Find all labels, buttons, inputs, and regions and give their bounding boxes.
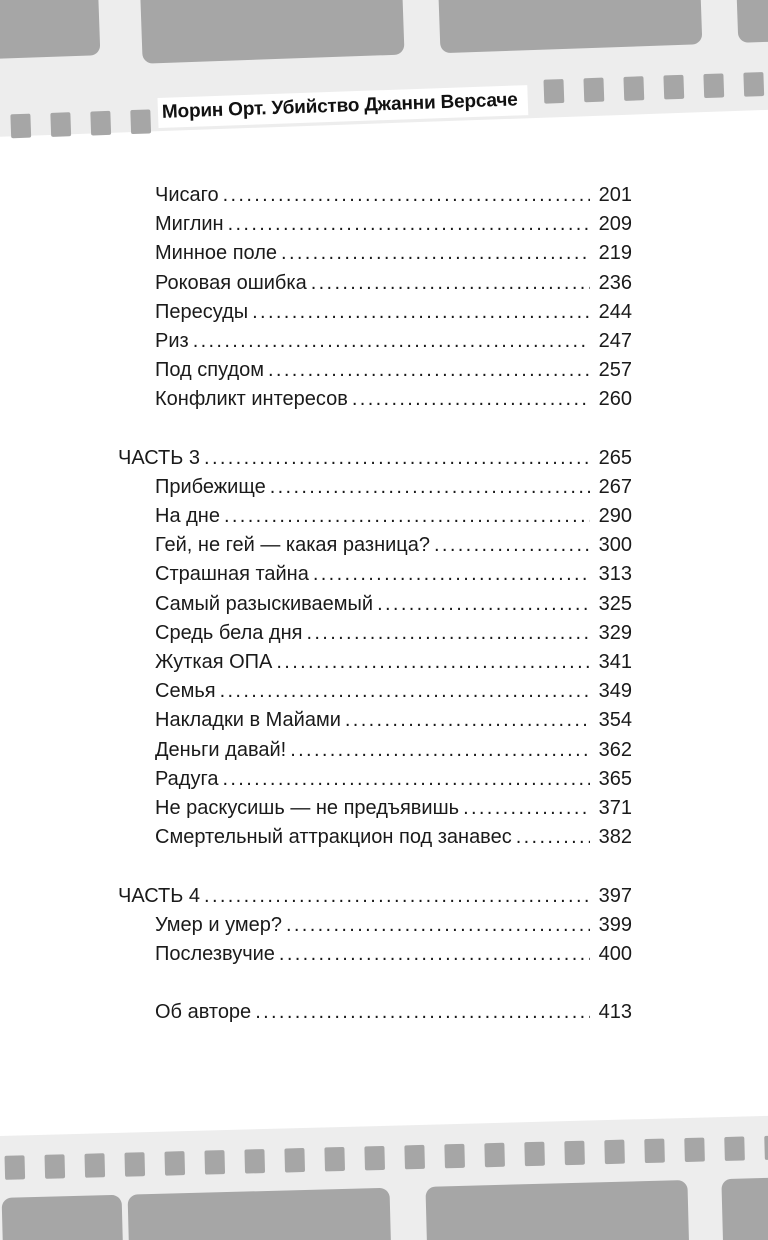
toc-entry-title: Послезвучие: [155, 942, 275, 965]
film-perforation: [743, 72, 764, 97]
toc-entry: [118, 473, 632, 502]
film-perforation: [124, 1152, 145, 1177]
film-perforation: [204, 1150, 225, 1175]
film-perforation: [604, 1140, 625, 1165]
toc-page-number: 400: [598, 942, 632, 965]
film-frame: [128, 1188, 393, 1240]
toc-dot-leader: [222, 765, 590, 794]
toc-spacer: [118, 969, 632, 998]
toc-page-number: 397: [598, 884, 632, 907]
film-strip-bottom: [0, 1115, 768, 1240]
toc-dot-leader: [204, 882, 590, 911]
toc-dot-leader: [276, 648, 590, 677]
film-strip-top: [0, 0, 768, 150]
toc-dot-leader: [377, 590, 590, 619]
toc-entry: [118, 998, 632, 1027]
film-band-bottom: [0, 1115, 768, 1240]
toc-entry-title: Жуткая ОПА: [155, 651, 273, 673]
toc-page-number: 247: [598, 329, 632, 352]
film-perforation: [444, 1144, 465, 1169]
film-perforation: [324, 1147, 345, 1172]
film-perforation: [10, 114, 31, 139]
toc-dot-leader: [224, 502, 590, 531]
toc-page-number: 329: [598, 621, 632, 644]
film-frame: [721, 1176, 768, 1240]
toc-entry: [118, 677, 632, 706]
toc-page-number: 257: [598, 359, 632, 382]
toc-page-number: 349: [598, 680, 632, 703]
film-perforation: [543, 79, 564, 104]
toc-entry: [118, 911, 632, 940]
film-perforation: [364, 1146, 385, 1171]
toc-dot-leader: [255, 998, 590, 1027]
toc-entry-title: Деньги давай!: [155, 738, 287, 761]
toc-entry-title: Не раскусишь — не предъявишь: [155, 796, 460, 819]
toc-entry-title: Гей, не гей — какая разница?: [155, 534, 431, 557]
film-perforation: [244, 1149, 265, 1174]
toc-page-number: 300: [598, 534, 632, 557]
toc-entry: [118, 502, 632, 531]
toc-entry-title: Под спудом: [155, 359, 264, 382]
toc-page-number: 362: [598, 738, 632, 761]
toc-dot-leader: [193, 327, 590, 356]
film-frame: [437, 0, 702, 53]
toc-entry: [118, 736, 632, 765]
toc-entry: [118, 823, 632, 852]
toc-dot-leader: [311, 269, 590, 298]
film-perforation: [764, 1135, 768, 1160]
toc-page-number: 236: [598, 271, 632, 294]
toc-entry-title: Об авторе: [155, 1001, 252, 1024]
film-frame: [2, 1195, 125, 1240]
toc-page-number: 371: [598, 796, 632, 819]
toc-entry: [118, 706, 632, 735]
film-perforation: [50, 112, 71, 137]
toc-page-number: 290: [598, 505, 632, 528]
toc-entry: [118, 210, 632, 239]
toc-entry: [118, 269, 632, 298]
toc-dot-leader: [268, 356, 590, 385]
toc-spacer: [118, 852, 632, 881]
toc-dot-leader: [228, 210, 590, 239]
toc-dot-leader: [286, 911, 590, 940]
toc-entry-title: ЧАСТЬ 4: [118, 884, 201, 907]
toc-page-number: 260: [598, 388, 632, 411]
film-perforation: [404, 1145, 425, 1170]
film-frame: [0, 0, 100, 59]
toc-part-heading: [118, 882, 632, 911]
toc-dot-leader: [290, 736, 590, 765]
film-perforation: [724, 1136, 745, 1161]
toc-entry: [118, 619, 632, 648]
toc-dot-leader: [434, 531, 590, 560]
toc-entry-title: Страшная тайна: [155, 563, 309, 586]
toc-entry-title: Радуга: [155, 767, 219, 790]
film-perforation: [44, 1154, 65, 1179]
toc-page-number: 341: [598, 651, 632, 673]
toc-entry: [118, 590, 632, 619]
film-perforation: [84, 1153, 105, 1178]
toc-entry-title: Роковая ошибка: [155, 271, 307, 294]
film-perforation: [164, 1151, 185, 1176]
toc-entry-title: Средь бела дня: [155, 621, 303, 644]
toc-dot-leader: [252, 298, 590, 327]
toc-dot-leader: [204, 444, 590, 473]
film-perforation: [644, 1139, 665, 1164]
toc-entry-title: Конфликт интересов: [155, 388, 348, 411]
toc-page-number: 244: [598, 300, 632, 323]
toc-entry-title: Самый разыскиваемый: [155, 592, 374, 615]
toc-dot-leader: [345, 706, 590, 735]
toc-entry-title: Накладки в Майами: [155, 709, 341, 732]
toc-page-number: 365: [598, 767, 632, 790]
toc-entry-title: Умер и умер?: [155, 913, 282, 936]
toc-entry-title: Чисаго: [155, 184, 219, 206]
film-perforation: [623, 76, 644, 101]
toc-page-number: 209: [598, 213, 632, 236]
toc-entry-title: На дне: [155, 505, 220, 528]
toc-page-number: 265: [598, 446, 632, 469]
toc-entry-title: Минное поле: [155, 242, 278, 265]
toc-dot-leader: [220, 677, 590, 706]
toc-page-number: 201: [598, 184, 632, 206]
toc-entry: [118, 560, 632, 589]
running-header: Морин Орт. Убийство Джанни Версаче: [157, 85, 528, 128]
toc-page-number: 354: [598, 709, 632, 732]
toc-entry: [118, 298, 632, 327]
toc-page-number: 413: [598, 1001, 632, 1024]
film-frame: [139, 0, 404, 64]
toc-page-number: 382: [598, 826, 632, 849]
toc-entry-title: ЧАСТЬ 3: [118, 446, 201, 469]
film-perforation: [484, 1143, 505, 1168]
film-perforation: [130, 109, 151, 134]
toc-part-heading: [118, 444, 632, 473]
toc-entry-title: Прибежище: [155, 475, 266, 498]
film-perforation: [663, 75, 684, 100]
toc-dot-leader: [306, 619, 590, 648]
film-frame: [735, 0, 768, 43]
film-perforation: [684, 1138, 705, 1163]
toc-dot-leader: [313, 560, 590, 589]
film-perforation: [284, 1148, 305, 1173]
toc-entry: [118, 648, 632, 677]
toc-entry: [118, 940, 632, 969]
toc-page-number: 325: [598, 592, 632, 615]
toc-dot-leader: [352, 385, 590, 414]
toc-entry: [118, 385, 632, 414]
toc-entry-title: Миглин: [155, 213, 224, 236]
toc-dot-leader: [223, 181, 590, 210]
toc-entry-title: Пересуды: [155, 300, 249, 323]
toc-spacer: [118, 415, 632, 444]
film-perforation: [583, 78, 604, 103]
toc-dot-leader: [463, 794, 590, 823]
film-perforation: [90, 111, 111, 136]
toc-entry-title: Семья: [155, 680, 216, 703]
film-perforation: [564, 1141, 585, 1166]
toc-page-number: 267: [598, 475, 632, 498]
toc-page-number: 399: [598, 913, 632, 936]
toc-page-number: 219: [598, 242, 632, 265]
toc-dot-leader: [279, 940, 590, 969]
film-perforation: [5, 1155, 26, 1180]
toc-page-number: 313: [598, 563, 632, 586]
toc-entry: [118, 239, 632, 268]
film-perforation: [524, 1142, 545, 1167]
toc-entry: [118, 181, 632, 210]
toc-entry: [118, 327, 632, 356]
film-perforation: [703, 73, 724, 98]
toc-dot-leader: [516, 823, 590, 852]
table-of-contents: [118, 181, 632, 1027]
toc-entry-title: Смертельный аттракцион под занавес: [155, 826, 512, 849]
toc-dot-leader: [281, 239, 590, 268]
toc-entry: [118, 794, 632, 823]
toc-entry-title: Риз: [155, 329, 189, 352]
toc-entry: [118, 765, 632, 794]
toc-dot-leader: [270, 473, 590, 502]
film-frame: [425, 1180, 690, 1240]
toc-entry: [118, 531, 632, 560]
toc-entry: [118, 356, 632, 385]
